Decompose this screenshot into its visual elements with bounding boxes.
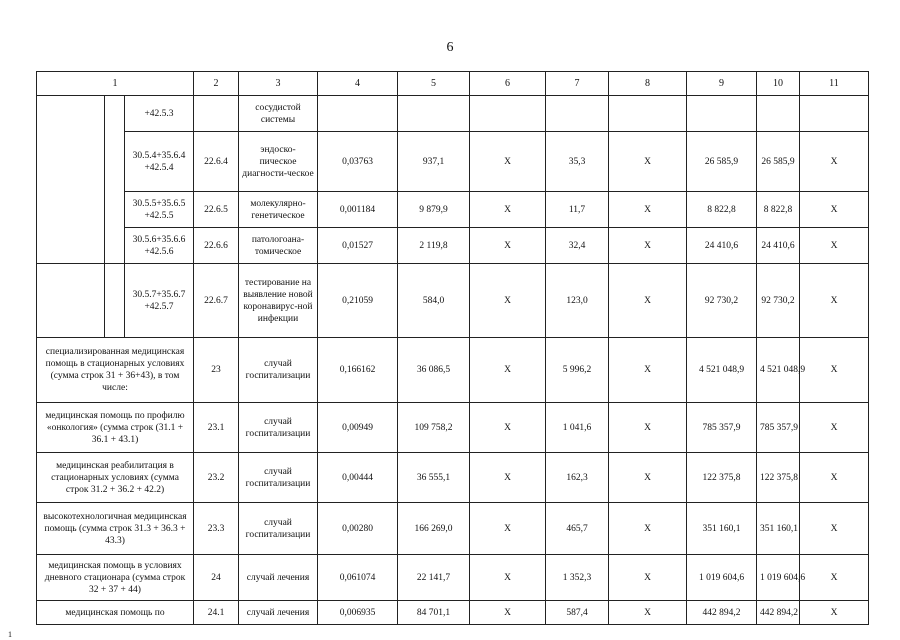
code-cell: 30.5.4+35.6.4 +42.5.4 xyxy=(125,132,194,192)
table-row xyxy=(37,228,869,264)
table-row xyxy=(37,96,869,132)
value-cell-9: 92 730,2 xyxy=(687,264,757,338)
value-cell-8: X xyxy=(609,192,687,228)
value-cell-4: 0,166162 xyxy=(318,338,398,403)
value-cell-6: X xyxy=(470,192,546,228)
table-row xyxy=(37,503,869,555)
value-cell-7 xyxy=(546,96,609,132)
value-cell-9: 785 357,9 xyxy=(687,403,757,453)
value-cell-9: 26 585,9 xyxy=(687,132,757,192)
row-number-cell: 24 xyxy=(194,555,239,601)
value-cell-9: 1 019 604,6 xyxy=(687,555,757,601)
value-cell-11: X xyxy=(800,403,869,453)
value-cell-11: X xyxy=(800,132,869,192)
table-row xyxy=(37,555,869,601)
value-cell-8: X xyxy=(609,503,687,555)
value-cell-11: X xyxy=(800,453,869,503)
row-number-cell: 23.1 xyxy=(194,403,239,453)
value-cell-4 xyxy=(318,96,398,132)
col-header-4: 4 xyxy=(318,72,398,96)
stub-cell xyxy=(37,264,105,338)
value-cell-11: X xyxy=(800,192,869,228)
value-cell-6 xyxy=(470,96,546,132)
code-cell: +42.5.3 xyxy=(125,96,194,132)
table-row xyxy=(37,192,869,228)
value-cell-10: 8 822,8 xyxy=(757,192,800,228)
value-cell-4: 0,03763 xyxy=(318,132,398,192)
value-cell-4: 0,21059 xyxy=(318,264,398,338)
unit-cell: сосудистой системы xyxy=(239,96,318,132)
col-header-7: 7 xyxy=(546,72,609,96)
value-cell-6: X xyxy=(470,555,546,601)
value-cell-10: 122 375,8 xyxy=(757,453,800,503)
page-number: 6 xyxy=(446,40,454,55)
table-row xyxy=(37,403,869,453)
value-cell-8: X xyxy=(609,555,687,601)
value-cell-11: X xyxy=(800,228,869,264)
value-cell-8: X xyxy=(609,132,687,192)
table-row xyxy=(37,338,869,403)
row-number-cell: 22.6.4 xyxy=(194,132,239,192)
unit-cell: случай лечения xyxy=(239,601,318,625)
value-cell-5: 584,0 xyxy=(398,264,470,338)
value-cell-5: 937,1 xyxy=(398,132,470,192)
value-cell-4: 0,061074 xyxy=(318,555,398,601)
value-cell-8: X xyxy=(609,601,687,625)
value-cell-5 xyxy=(398,96,470,132)
value-cell-10: 26 585,9 xyxy=(757,132,800,192)
value-cell-4: 0,006935 xyxy=(318,601,398,625)
unit-cell: случай госпитализации xyxy=(239,453,318,503)
row-name-cell: медицинская реабилитация в стационарных условиях (сумма строк 31.2 + 36.2 + 42.2) xyxy=(37,453,194,503)
row-number-cell: 22.6.6 xyxy=(194,228,239,264)
col-header-9: 9 xyxy=(687,72,757,96)
value-cell-6: X xyxy=(470,503,546,555)
value-cell-4: 0,001184 xyxy=(318,192,398,228)
unit-cell: случай лечения xyxy=(239,555,318,601)
value-cell-8: X xyxy=(609,453,687,503)
corner-mark: 1 xyxy=(8,630,12,639)
value-cell-5: 166 269,0 xyxy=(398,503,470,555)
value-cell-6: X xyxy=(470,403,546,453)
value-cell-10: 24 410,6 xyxy=(757,228,800,264)
value-cell-4: 0,00949 xyxy=(318,403,398,453)
unit-cell: тестирование на выявление новой коронавирус-ной инфекции xyxy=(239,264,318,338)
value-cell-10: 92 730,2 xyxy=(757,264,800,338)
value-cell-11 xyxy=(800,96,869,132)
value-cell-10: 1 019 604,6 xyxy=(757,555,800,601)
value-cell-7: 123,0 xyxy=(546,264,609,338)
row-name-cell: высокотехнологичная медицинская помощь (сумма строк 31.3 + 36.3 + 43.3) xyxy=(37,503,194,555)
unit-cell: случай госпитализации xyxy=(239,338,318,403)
value-cell-10: 351 160,1 xyxy=(757,503,800,555)
value-cell-4: 0,00444 xyxy=(318,453,398,503)
value-cell-8: X xyxy=(609,338,687,403)
value-cell-5: 2 119,8 xyxy=(398,228,470,264)
table-row xyxy=(37,453,869,503)
row-number-cell: 22.6.7 xyxy=(194,264,239,338)
table-row xyxy=(37,264,869,338)
col-header-2: 2 xyxy=(194,72,239,96)
header-row xyxy=(37,72,869,96)
value-cell-11: X xyxy=(800,555,869,601)
value-cell-10 xyxy=(757,96,800,132)
value-cell-7: 1 041,6 xyxy=(546,403,609,453)
row-number-cell: 22.6.5 xyxy=(194,192,239,228)
value-cell-8: X xyxy=(609,228,687,264)
value-cell-5: 22 141,7 xyxy=(398,555,470,601)
value-cell-9: 351 160,1 xyxy=(687,503,757,555)
value-cell-7: 11,7 xyxy=(546,192,609,228)
value-cell-8: X xyxy=(609,264,687,338)
code-cell: 30.5.7+35.6.7 +42.5.7 xyxy=(125,264,194,338)
row-number-cell: 23.2 xyxy=(194,453,239,503)
row-name-cell: медицинская помощь по профилю «онкология» (сумма строк (31.1 + 36.1 + 43.1) xyxy=(37,403,194,453)
value-cell-6: X xyxy=(470,264,546,338)
value-cell-4: 0,01527 xyxy=(318,228,398,264)
value-cell-5: 109 758,2 xyxy=(398,403,470,453)
value-cell-10: 442 894,2 xyxy=(757,601,800,625)
unit-cell: патологоана-томическое xyxy=(239,228,318,264)
value-cell-9 xyxy=(687,96,757,132)
table-row xyxy=(37,601,869,625)
col-header-6: 6 xyxy=(470,72,546,96)
value-cell-7: 465,7 xyxy=(546,503,609,555)
unit-cell: случай госпитализации xyxy=(239,503,318,555)
value-cell-10: 785 357,9 xyxy=(757,403,800,453)
value-cell-7: 1 352,3 xyxy=(546,555,609,601)
value-cell-9: 122 375,8 xyxy=(687,453,757,503)
value-cell-5: 9 879,9 xyxy=(398,192,470,228)
col-header-11: 11 xyxy=(800,72,869,96)
col-header-3: 3 xyxy=(239,72,318,96)
value-cell-11: X xyxy=(800,264,869,338)
unit-cell: случай госпитализации xyxy=(239,403,318,453)
value-cell-4: 0,00280 xyxy=(318,503,398,555)
value-cell-9: 442 894,2 xyxy=(687,601,757,625)
value-cell-5: 84 701,1 xyxy=(398,601,470,625)
value-cell-11: X xyxy=(800,503,869,555)
unit-cell: эндоско-пическое диагности-ческое xyxy=(239,132,318,192)
stub-cell xyxy=(37,96,105,264)
stub-cell xyxy=(105,264,125,338)
value-cell-7: 162,3 xyxy=(546,453,609,503)
col-header-8: 8 xyxy=(609,72,687,96)
col-header-10: 10 xyxy=(757,72,800,96)
value-cell-7: 35,3 xyxy=(546,132,609,192)
row-number-cell: 23.3 xyxy=(194,503,239,555)
data-table xyxy=(36,71,869,625)
value-cell-9: 24 410,6 xyxy=(687,228,757,264)
value-cell-6: X xyxy=(470,338,546,403)
value-cell-6: X xyxy=(470,228,546,264)
value-cell-8: X xyxy=(609,403,687,453)
value-cell-7: 5 996,2 xyxy=(546,338,609,403)
row-number-cell: 24.1 xyxy=(194,601,239,625)
value-cell-7: 587,4 xyxy=(546,601,609,625)
value-cell-11: X xyxy=(800,338,869,403)
row-number-cell xyxy=(194,96,239,132)
value-cell-9: 8 822,8 xyxy=(687,192,757,228)
value-cell-9: 4 521 048,9 xyxy=(687,338,757,403)
value-cell-5: 36 086,5 xyxy=(398,338,470,403)
row-name-cell: медицинская помощь в условиях дневного стационара (сумма строк 32 + 37 + 44) xyxy=(37,555,194,601)
value-cell-8 xyxy=(609,96,687,132)
value-cell-11: X xyxy=(800,601,869,625)
row-number-cell: 23 xyxy=(194,338,239,403)
value-cell-6: X xyxy=(470,601,546,625)
value-cell-10: 4 521 048,9 xyxy=(757,338,800,403)
code-cell: 30.5.5+35.6.5 +42.5.5 xyxy=(125,192,194,228)
value-cell-6: X xyxy=(470,132,546,192)
value-cell-6: X xyxy=(470,453,546,503)
stub-cell xyxy=(105,96,125,264)
table-row xyxy=(37,132,869,192)
row-name-cell: медицинская помощь по xyxy=(37,601,194,625)
row-name-cell: специализированная медицинская помощь в стационарных условиях (сумма строк 31 + 36+43), в том числе: xyxy=(37,338,194,403)
col-header-5: 5 xyxy=(398,72,470,96)
col-header-1: 1 xyxy=(37,72,194,96)
value-cell-5: 36 555,1 xyxy=(398,453,470,503)
unit-cell: молекулярно-генетическое xyxy=(239,192,318,228)
value-cell-7: 32,4 xyxy=(546,228,609,264)
code-cell: 30.5.6+35.6.6 +42.5.6 xyxy=(125,228,194,264)
